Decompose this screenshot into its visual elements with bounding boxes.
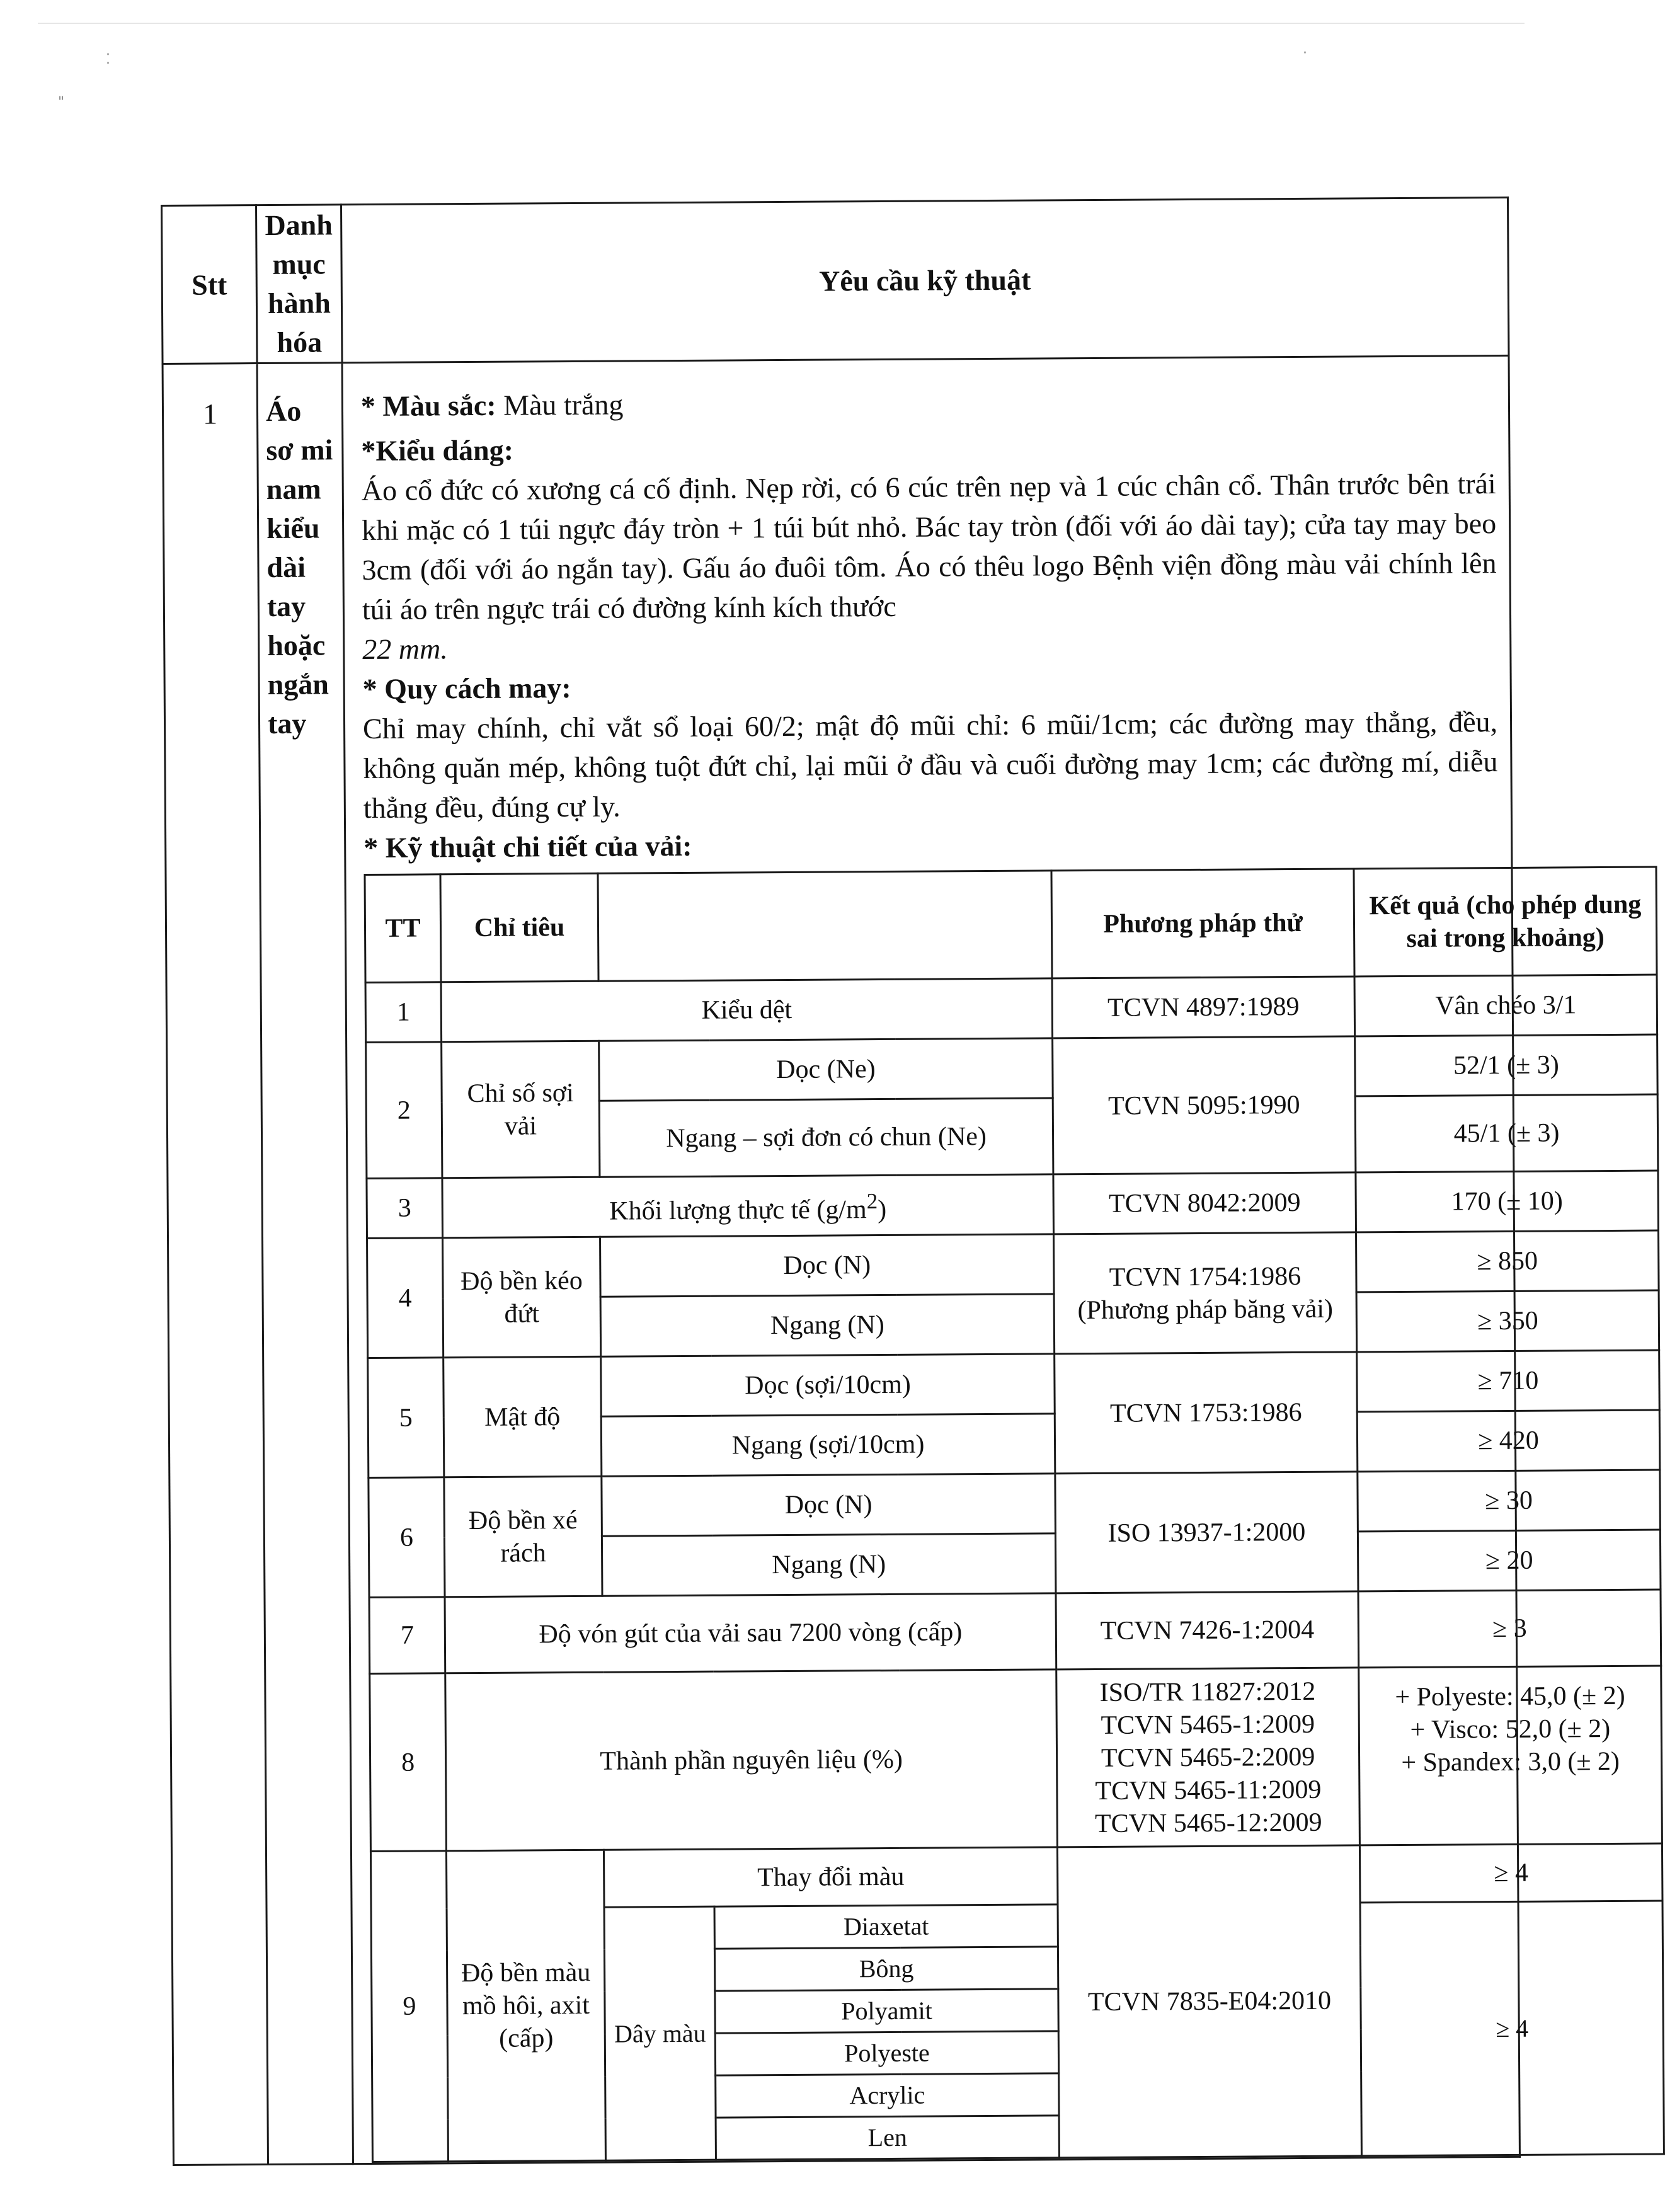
method-cell: TCVN 4897:1989 — [1052, 977, 1355, 1038]
method-line: ISO/TR 11827:2012 — [1099, 1676, 1316, 1707]
spec-header-method: Phương pháp thử — [1051, 869, 1354, 978]
spec-header-chi-tieu: Chỉ tiêu — [440, 873, 598, 982]
method-cell — [1056, 1668, 1360, 1847]
item-name-cell — [257, 363, 353, 2165]
result-line: + Visco: 52,0 (± 2) — [1410, 1714, 1611, 1745]
sub-criterion-cell: Ngang (sợi/10cm) — [601, 1414, 1055, 1476]
method-cell: TCVN 8042:2009 — [1053, 1172, 1356, 1234]
method-cell: TCVN 7426-1:2004 — [1056, 1591, 1359, 1670]
tt-cell: 2 — [366, 1042, 442, 1179]
spec-row-1 — [365, 975, 1657, 1043]
spec-row-8 — [370, 1666, 1662, 1852]
requirements-cell — [342, 355, 1642, 2163]
item-name-line: sơ mi — [266, 433, 333, 466]
style-text: Áo cổ đức có xương cá cố định. Nẹp rời, có 6 cúc trên nẹp và 1 cúc chân cổ. Thân trước bên trái khi mặc có 1 túi ngực đáy tròn + 1 túi bút nhỏ. Bác tay tròn (đối với áo dài tay); cửa tay may beo 3cm (đối với áo ngắn tay). Gấu áo đuôi tôm. Áo có thêu logo Bệnh viện đồng màu vải chính lên túi áo trên ngực trái có đường kính kích thước — [361, 467, 1497, 626]
tt-cell: 6 — [369, 1477, 445, 1598]
sewing-label: * Quy cách may: — [362, 672, 571, 706]
specification-table — [161, 197, 1642, 2166]
header-danh-muc-line: hóa — [277, 326, 323, 358]
result-cell: ≥ 420 — [1357, 1410, 1660, 1472]
fabric-spec-table — [363, 866, 1664, 2163]
material-cell: Diaxetat — [714, 1905, 1058, 1949]
tt-cell: 7 — [369, 1597, 445, 1674]
scan-top-edge — [38, 23, 1525, 24]
result-cell: ≥ 4 — [1359, 1843, 1662, 1903]
spec-header-tt: TT — [365, 874, 441, 983]
scan-speck: ⁚ — [106, 52, 110, 67]
criterion-cell: Độ bền xé rách — [444, 1476, 602, 1597]
material-cell: Polyamit — [715, 1989, 1058, 2033]
method-line: TCVN 5465-12:2009 — [1094, 1808, 1322, 1838]
material-cell: Bông — [714, 1947, 1058, 1991]
spec-row-9-head — [370, 1843, 1662, 1909]
tt-cell: 3 — [367, 1178, 443, 1239]
color-label: * Màu sắc: — [360, 389, 496, 423]
method-line: TCVN 5465-1:2009 — [1101, 1709, 1315, 1740]
fabric-heading — [363, 821, 1498, 868]
tt-cell: 1 — [365, 982, 442, 1043]
criterion-cell: Độ bền màu mồ hôi, axit (cấp) — [446, 1850, 605, 2162]
method-cell: TCVN 1754:1986 (Phương pháp băng vải) — [1054, 1232, 1357, 1354]
outer-header-row — [162, 197, 1509, 364]
item-name-line: nam — [266, 473, 321, 505]
sewing-text: Chỉ may chính, chỉ vắt sổ loại 60/2; mật độ mũi chỉ: 6 mũi/1cm; các đường may thẳng, đều, không quăn mép, không tuột đứt chỉ, lại mũi ở đầu và cuối đường may 1cm; các đường mí, diễu thẳng đều, đúng cự ly. — [362, 706, 1498, 825]
criterion-cell: Độ vón gút của vải sau 7200 vòng (cấp) — [445, 1593, 1056, 1673]
result-cell: 52/1 (± 3) — [1355, 1034, 1658, 1096]
criterion-text: Khối lượng thực tế (g/m — [609, 1195, 867, 1226]
item-name-line: kiểu — [266, 512, 320, 544]
item-name-line: tay — [266, 590, 306, 622]
requirements — [343, 357, 1642, 2163]
spec-row-6a — [369, 1470, 1661, 1538]
item-name-line: Áo — [265, 394, 302, 427]
criterion-cell: Mật độ — [443, 1356, 602, 1477]
method-cell: ISO 13937-1:2000 — [1055, 1472, 1358, 1593]
result-cell: ≥ 30 — [1358, 1470, 1661, 1532]
sub-criterion-cell: Dọc (N) — [602, 1474, 1056, 1536]
result-cell — [1359, 1666, 1662, 1845]
criterion-cell: Chỉ số sợi vải — [442, 1041, 600, 1178]
tt-cell: 4 — [367, 1238, 443, 1358]
method-cell: TCVN 1753:1986 — [1055, 1352, 1358, 1474]
result-cell: ≥ 850 — [1356, 1230, 1659, 1292]
result-cell: ≥ 710 — [1357, 1350, 1660, 1412]
header-danh-muc-line: hành — [267, 287, 331, 319]
header-danh-muc — [256, 205, 343, 364]
fabric-label: * Kỹ thuật chi tiết của vải: — [363, 829, 692, 864]
sub-criterion-cell: Ngang – sợi đơn có chun (Ne) — [599, 1098, 1053, 1177]
tt-cell: 8 — [370, 1673, 447, 1852]
method-cell: TCVN 7835-E04:2010 — [1057, 1845, 1361, 2158]
criterion-cell: Kiểu dệt — [441, 978, 1053, 1042]
header-danh-muc-line: mục — [272, 248, 326, 280]
item-stt: 1 — [202, 398, 218, 430]
style-heading — [361, 424, 1496, 471]
sub-criterion-cell: Thay đổi màu — [604, 1847, 1058, 1907]
spec-header-row — [365, 867, 1657, 983]
sub-criterion-cell: Ngang (N) — [602, 1533, 1056, 1596]
material-cell: Polyeste — [715, 2031, 1058, 2075]
method-line: TCVN 5465-11:2009 — [1095, 1775, 1322, 1806]
result-cell: ≥ 3 — [1358, 1590, 1661, 1668]
item-name-line: hoặc — [267, 629, 326, 662]
scan-speck: " — [58, 95, 65, 110]
sub-criterion-cell: Dọc (sợi/10cm) — [601, 1354, 1055, 1416]
result-cell: Vân chéo 3/1 — [1354, 975, 1657, 1036]
scan-speck: · — [1303, 45, 1307, 61]
tt-cell: 9 — [370, 1851, 448, 2162]
style-size-value: 22 mm. — [362, 633, 448, 666]
spec-row-2a — [366, 1034, 1658, 1103]
header-stt: Stt — [162, 205, 258, 364]
item-name — [258, 364, 344, 743]
item-name-line: tay — [267, 707, 307, 740]
spec-row-5a — [368, 1350, 1660, 1418]
result-cell: 45/1 (± 3) — [1355, 1094, 1658, 1172]
color-value: Màu trắng — [496, 388, 624, 421]
header-yeu-cau: Yêu cầu kỹ thuật — [341, 197, 1509, 362]
result-cell: ≥ 20 — [1358, 1530, 1661, 1591]
staining-cell: Dây màu — [604, 1906, 716, 2160]
spec-header-result: Kết quả (cho phép dung sai trong khoảng) — [1354, 867, 1657, 977]
sub-criterion-cell: Dọc (Ne) — [599, 1038, 1053, 1101]
material-cell: Len — [716, 2116, 1059, 2160]
method-line: TCVN 5465-2:2009 — [1101, 1742, 1315, 1773]
spec-row-7 — [369, 1590, 1661, 1674]
item-name-line: ngắn — [267, 668, 329, 701]
material-cell: Acrylic — [716, 2073, 1059, 2117]
style-size — [362, 622, 1497, 669]
item-stt-cell — [163, 364, 268, 2165]
sewing-heading — [363, 662, 1497, 709]
result-line: + Polyeste: 45,0 (± 2) — [1395, 1681, 1625, 1712]
criterion-cell — [442, 1174, 1054, 1238]
result-cell: ≥ 4 — [1360, 1901, 1664, 2156]
spec-row-4a — [367, 1230, 1659, 1298]
sub-criterion-cell: Dọc (N) — [600, 1234, 1055, 1297]
method-cell: TCVN 5095:1990 — [1053, 1036, 1356, 1174]
sub-criterion-cell: Ngang (N) — [600, 1294, 1055, 1356]
criterion-text: ) — [878, 1195, 887, 1224]
criterion-superscript: 2 — [866, 1188, 878, 1213]
item-row — [163, 355, 1519, 2165]
style-label: *Kiểu dáng: — [361, 433, 514, 467]
result-line: + Spandex: 3,0 (± 2) — [1401, 1746, 1620, 1778]
spec-row-3 — [367, 1171, 1659, 1239]
criterion-cell: Thành phần nguyên liệu (%) — [445, 1670, 1058, 1851]
result-cell: 170 (± 10) — [1356, 1171, 1659, 1232]
item-name-line: dài — [266, 551, 306, 583]
header-danh-muc-line: Danh — [265, 209, 333, 241]
result-cell: ≥ 350 — [1356, 1290, 1659, 1352]
spec-header-blank — [598, 871, 1052, 981]
criterion-cell: Độ bền kéo đứt — [443, 1237, 601, 1358]
color-line — [361, 379, 1496, 426]
tt-cell: 5 — [368, 1358, 444, 1478]
